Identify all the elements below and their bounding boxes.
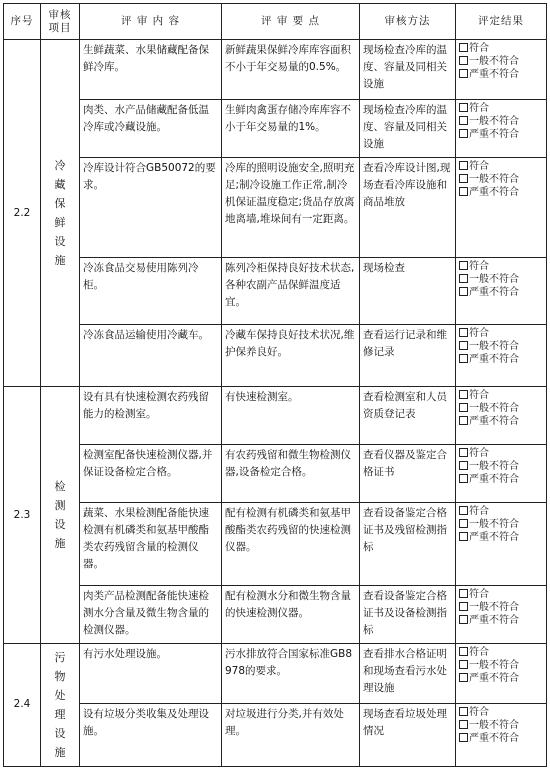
review-requirement-cell: 新鲜蔬果保鲜冷库库容面积不小于年交易量的0.5%。 bbox=[222, 40, 360, 100]
result-option-label: 严重不符合 bbox=[469, 354, 519, 366]
checkbox-icon[interactable] bbox=[459, 707, 468, 716]
checkbox-icon[interactable] bbox=[459, 56, 468, 65]
section-item bbox=[41, 40, 80, 387]
result-option[interactable] bbox=[459, 68, 543, 81]
result-cell bbox=[456, 503, 547, 586]
checkbox-icon[interactable] bbox=[459, 615, 468, 624]
checkbox-icon[interactable] bbox=[459, 733, 468, 742]
result-option-label: 一般不符合 bbox=[469, 341, 519, 353]
result-option-label: 一般不符合 bbox=[469, 519, 519, 531]
result-option-label: 严重不符合 bbox=[469, 672, 519, 684]
audit-method-cell: 查看冷库设计图,现场查看冷库设施和商品堆放 bbox=[360, 157, 456, 257]
result-option[interactable] bbox=[459, 286, 543, 299]
checkbox-icon[interactable] bbox=[459, 448, 468, 457]
result-option[interactable] bbox=[459, 601, 543, 614]
result-option-label: 严重不符合 bbox=[469, 416, 519, 428]
review-requirement-cell: 配有检测水分和微生物含量的快速检测仪器。 bbox=[222, 585, 360, 643]
result-option[interactable] bbox=[459, 186, 543, 199]
review-requirement-cell: 对垃圾进行分类,并有效处理。 bbox=[222, 704, 360, 767]
checkbox-icon[interactable] bbox=[459, 403, 468, 412]
result-option[interactable] bbox=[459, 505, 543, 518]
result-cell bbox=[456, 325, 547, 387]
section-number: 2.3 bbox=[4, 387, 41, 643]
checkbox-icon[interactable] bbox=[459, 341, 468, 350]
review-requirement-cell: 陈列冷柜保持良好技术状态,各种农副产品保鲜温度适宜。 bbox=[222, 258, 360, 325]
audit-method-cell: 查看仪器及鉴定合格证书 bbox=[360, 445, 456, 503]
result-option-label: 一般不符合 bbox=[469, 601, 519, 613]
result-option[interactable] bbox=[459, 353, 543, 366]
result-option[interactable] bbox=[459, 719, 543, 732]
audit-method-cell: 现场检查冷库的温度、容量及同相关设施 bbox=[360, 99, 456, 157]
table-row bbox=[4, 585, 547, 643]
result-option-label: 一般不符合 bbox=[469, 403, 519, 415]
section-item-label: 冷藏保鲜设施 bbox=[54, 159, 66, 268]
result-option[interactable] bbox=[459, 260, 543, 273]
result-option[interactable] bbox=[459, 531, 543, 544]
review-content-cell: 肉类产品检测配备能快速检测水分含量及微生物含量的检测仪器。 bbox=[80, 585, 222, 643]
review-content-cell: 冷库设计符合GB50072的要求。 bbox=[80, 157, 222, 257]
result-option-label: 符合 bbox=[469, 448, 489, 460]
checkbox-icon[interactable] bbox=[459, 461, 468, 470]
result-option[interactable] bbox=[459, 128, 543, 141]
checkbox-icon[interactable] bbox=[459, 474, 468, 483]
result-option-label: 一般不符合 bbox=[469, 659, 519, 671]
review-content-cell: 设有垃圾分类收集及处理设施。 bbox=[80, 704, 222, 767]
audit-method-cell: 现场检查冷库的温度、容量及同相关设施 bbox=[360, 40, 456, 100]
audit-method-cell: 查看检测室和人员资质登记表 bbox=[360, 387, 456, 445]
checkbox-icon[interactable] bbox=[459, 187, 468, 196]
checkbox-icon[interactable] bbox=[459, 174, 468, 183]
checkbox-icon[interactable] bbox=[459, 647, 468, 656]
section-number: 2.4 bbox=[4, 643, 41, 766]
result-option-label: 符合 bbox=[469, 506, 489, 518]
review-content-cell: 蔬菜、水果检测配备能快速检测有机磷类和氨基甲酸酯类农药残留含量的检测仪器。 bbox=[80, 503, 222, 586]
result-option-label: 严重不符合 bbox=[469, 474, 519, 486]
section-item bbox=[41, 387, 80, 643]
result-cell bbox=[456, 99, 547, 157]
result-option[interactable] bbox=[459, 415, 543, 428]
review-requirement-cell: 生鲜肉禽蛋存储冷库库容不小于年交易量的1%。 bbox=[222, 99, 360, 157]
checkbox-icon[interactable] bbox=[459, 602, 468, 611]
result-option-label: 严重不符合 bbox=[469, 128, 519, 140]
table-row bbox=[4, 157, 547, 257]
section-number: 2.2 bbox=[4, 40, 41, 387]
result-option-label: 一般不符合 bbox=[469, 461, 519, 473]
audit-table bbox=[3, 3, 547, 767]
review-requirement-cell: 冷藏车保持良好技术状况,维护保养良好。 bbox=[222, 325, 360, 387]
table-row bbox=[4, 387, 547, 445]
checkbox-icon[interactable] bbox=[459, 43, 468, 52]
checkbox-icon[interactable] bbox=[459, 519, 468, 528]
result-option[interactable] bbox=[459, 672, 543, 685]
review-requirement-cell: 有快速检测室。 bbox=[222, 387, 360, 445]
checkbox-icon[interactable] bbox=[459, 532, 468, 541]
checkbox-icon[interactable] bbox=[459, 720, 468, 729]
result-option-label: 严重不符合 bbox=[469, 532, 519, 544]
checkbox-icon[interactable] bbox=[459, 287, 468, 296]
review-content-cell: 冷冻食品交易使用陈列冷柜。 bbox=[80, 258, 222, 325]
checkbox-icon[interactable] bbox=[459, 274, 468, 283]
result-option-label: 符合 bbox=[469, 328, 489, 340]
result-option-label: 一般不符合 bbox=[469, 720, 519, 732]
result-option[interactable] bbox=[459, 732, 543, 745]
result-option[interactable] bbox=[459, 518, 543, 531]
result-cell bbox=[456, 445, 547, 503]
checkbox-icon[interactable] bbox=[459, 161, 468, 170]
result-option[interactable] bbox=[459, 115, 543, 128]
table-row bbox=[4, 704, 547, 767]
result-option[interactable] bbox=[459, 402, 543, 415]
result-option-label: 符合 bbox=[469, 390, 489, 402]
result-option-label: 符合 bbox=[469, 261, 489, 273]
audit-method-cell: 查看设备鉴定合格证书及残留检测指标 bbox=[360, 503, 456, 586]
review-content-cell: 设有具有快速检测农药残留能力的检测室。 bbox=[80, 387, 222, 445]
audit-method-cell: 查看设备鉴定合格证书及设备检测指标 bbox=[360, 585, 456, 643]
section-item bbox=[41, 643, 80, 766]
result-option[interactable] bbox=[459, 460, 543, 473]
result-cell bbox=[456, 704, 547, 767]
result-cell bbox=[456, 643, 547, 703]
table-row bbox=[4, 643, 547, 703]
result-option-label: 严重不符合 bbox=[469, 186, 519, 198]
result-option-label: 严重不符合 bbox=[469, 287, 519, 299]
audit-method-cell: 现场检查 bbox=[360, 258, 456, 325]
checkbox-icon[interactable] bbox=[459, 390, 468, 399]
result-option[interactable] bbox=[459, 42, 543, 55]
review-content-cell: 生鲜蔬菜、水果储藏配备保鲜冷库。 bbox=[80, 40, 222, 100]
result-option[interactable] bbox=[459, 340, 543, 353]
result-option[interactable] bbox=[459, 706, 543, 719]
checkbox-icon[interactable] bbox=[459, 129, 468, 138]
checkbox-icon[interactable] bbox=[459, 354, 468, 363]
section-item-label: 检测设施 bbox=[54, 480, 66, 551]
result-cell bbox=[456, 585, 547, 643]
header-item: 审核项目 bbox=[41, 4, 80, 40]
result-option-label: 一般不符合 bbox=[469, 115, 519, 127]
checkbox-icon[interactable] bbox=[459, 589, 468, 598]
checkbox-icon[interactable] bbox=[459, 116, 468, 125]
audit-method-cell: 查看排水合格证明和现场查看污水处理设施 bbox=[360, 643, 456, 703]
checkbox-icon[interactable] bbox=[459, 673, 468, 682]
result-option-label: 一般不符合 bbox=[469, 173, 519, 185]
header-requirement: 评 审 要 点 bbox=[222, 4, 360, 40]
result-option[interactable] bbox=[459, 160, 543, 173]
table-row bbox=[4, 503, 547, 586]
table-row bbox=[4, 325, 547, 387]
table-row bbox=[4, 445, 547, 503]
checkbox-icon[interactable] bbox=[459, 69, 468, 78]
result-cell bbox=[456, 157, 547, 257]
review-requirement-cell: 有农药残留和微生物检测仪器,设备检定合格。 bbox=[222, 445, 360, 503]
result-cell bbox=[456, 258, 547, 325]
result-cell bbox=[456, 40, 547, 100]
audit-method-cell: 现场查看垃圾处理情况 bbox=[360, 704, 456, 767]
checkbox-icon[interactable] bbox=[459, 506, 468, 515]
header-method: 审核方法 bbox=[360, 4, 456, 40]
result-option[interactable] bbox=[459, 614, 543, 627]
result-option-label: 符合 bbox=[469, 160, 489, 172]
result-option-label: 符合 bbox=[469, 707, 489, 719]
table-body bbox=[4, 40, 547, 767]
result-option-label: 符合 bbox=[469, 588, 489, 600]
result-option-label: 符合 bbox=[469, 43, 489, 54]
result-option[interactable] bbox=[459, 273, 543, 286]
header-no: 序号 bbox=[4, 4, 41, 40]
review-requirement-cell: 配有检测有机磷类和氨基甲酸酯类农药残留的快速检测仪器。 bbox=[222, 503, 360, 586]
result-option[interactable] bbox=[459, 659, 543, 672]
section-item-label: 污物处理设施 bbox=[54, 650, 66, 759]
review-content-cell: 有污水处理设施。 bbox=[80, 643, 222, 703]
result-option-label: 一般不符合 bbox=[469, 274, 519, 286]
header-result: 评定结果 bbox=[456, 4, 547, 40]
table-row bbox=[4, 258, 547, 325]
result-option[interactable] bbox=[459, 447, 543, 460]
result-option[interactable] bbox=[459, 473, 543, 486]
audit-method-cell: 查看运行记录和维修记录 bbox=[360, 325, 456, 387]
checkbox-icon[interactable] bbox=[459, 660, 468, 669]
audit-sheet bbox=[3, 3, 546, 767]
checkbox-icon[interactable] bbox=[459, 328, 468, 337]
result-option[interactable] bbox=[459, 646, 543, 659]
table-row bbox=[4, 40, 547, 100]
result-option-label: 严重不符合 bbox=[469, 614, 519, 626]
result-option-label: 严重不符合 bbox=[469, 733, 519, 745]
result-cell bbox=[456, 387, 547, 445]
review-content-cell: 检测室配备快速检测仪器,并保证设备检定合格。 bbox=[80, 445, 222, 503]
checkbox-icon[interactable] bbox=[459, 103, 468, 112]
header-row bbox=[4, 4, 547, 40]
result-option-label: 一般不符合 bbox=[469, 56, 519, 67]
review-content-cell: 冷冻食品运输使用冷藏车。 bbox=[80, 325, 222, 387]
result-option[interactable] bbox=[459, 389, 543, 402]
checkbox-icon[interactable] bbox=[459, 416, 468, 425]
result-option-label: 符合 bbox=[469, 102, 489, 114]
review-requirement-cell: 污水排放符合国家标准GB8978的要求。 bbox=[222, 643, 360, 703]
table-row bbox=[4, 99, 547, 157]
result-option-label: 符合 bbox=[469, 646, 489, 658]
review-content-cell: 肉类、水产品储藏配备低温冷库或冷藏设施。 bbox=[80, 99, 222, 157]
result-option[interactable] bbox=[459, 173, 543, 186]
result-option[interactable] bbox=[459, 327, 543, 340]
result-option[interactable] bbox=[459, 55, 543, 68]
checkbox-icon[interactable] bbox=[459, 261, 468, 270]
header-content: 评 审 内 容 bbox=[80, 4, 222, 40]
result-option[interactable] bbox=[459, 102, 543, 115]
review-requirement-cell: 冷库的照明设施安全,照明充足;制冷设施工作正常,制冷机保证温度稳定;货品存放离地离墙,堆垛间有一定距离。 bbox=[222, 157, 360, 257]
result-option-label: 严重不符合 bbox=[469, 69, 519, 80]
result-option[interactable] bbox=[459, 588, 543, 601]
